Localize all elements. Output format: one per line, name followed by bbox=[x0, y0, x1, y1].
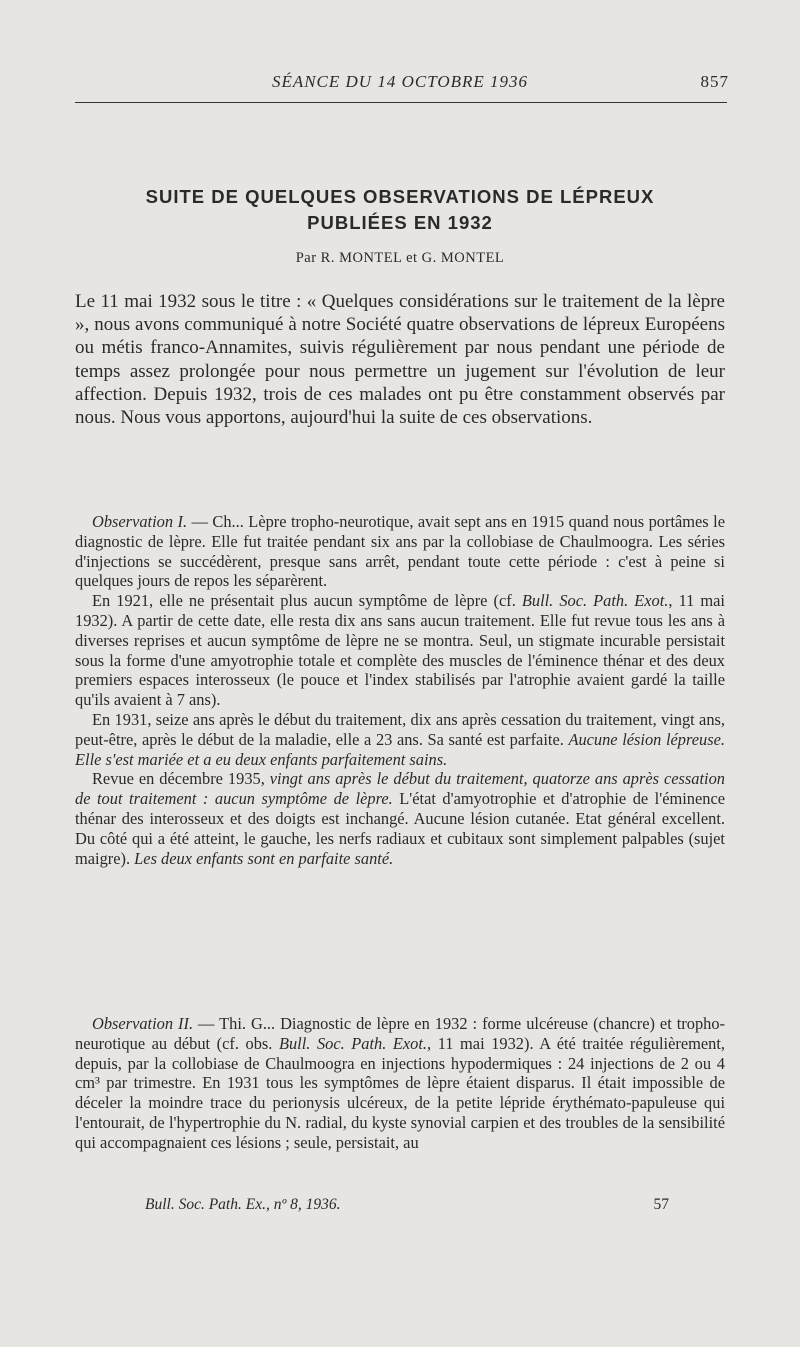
obs2-p1-text-b: , 11 mai 1932). A été traitée régulièrement, depuis, par la collobiase de Chaulmoogra en injections hypodermiques : 24 injections de 2 ou 4 cm³ par trimestre. En 1931 tous les symptômes de lèpre étaient disparus. Il était impossible de déceler la moindre trace du perionysis ulcéreux, de la petite lépride érythémato-papuleuse qui l'entourait, de l'hypertrophie du N. radial, du kyste synovial carpien et des troubles de la sensibilité qui accompagnaient ces lésions ; seule, persistait, au bbox=[75, 1033, 725, 1152]
obs1-paragraph-4 bbox=[75, 769, 725, 868]
obs1-p4-text-a: Revue en décembre 1935, bbox=[92, 769, 270, 789]
obs1-paragraph-1 bbox=[75, 512, 725, 591]
obs2-p1-text-a: — Thi. G... Diagnostic de lèpre en 1932 : forme ulcéreuse (chancre) et tropho-neurotique au début (cf. obs. bbox=[75, 1014, 725, 1053]
obs1-p4-emphasis-2: Les deux enfants sont en parfaite santé. bbox=[134, 848, 394, 868]
obs1-p3-emphasis: Aucune lésion lépreuse. Elle s'est mariée et a eu deux enfants parfaitement sains. bbox=[75, 729, 725, 769]
article-title-line-2: PUBLIÉES EN 1932 bbox=[307, 212, 493, 233]
obs2-heading: Observation II. bbox=[92, 1014, 194, 1033]
footer-journal-citation: Bull. Soc. Path. Ex., nº 8, 1936. bbox=[145, 1196, 341, 1213]
obs1-p2-text-a: En 1921, elle ne présentait plus aucun symptôme de lèpre (cf. bbox=[92, 591, 522, 611]
observation-2 bbox=[75, 1014, 725, 1153]
footer-signature-number: 57 bbox=[653, 1196, 669, 1213]
obs1-p1-text: — Ch... Lèpre tropho-neurotique, avait sept ans en 1915 quand nous portâmes le diagnostic de lèpre. Elle fut traitée pendant six ans par la collobiase de Chaulmoogra. Les séries d'injections se succédèrent, presque sans arrêt, pendant toute cette période : c'est à peine si quelques jours de repos les séparèrent. bbox=[75, 512, 725, 591]
observation-1 bbox=[75, 512, 725, 868]
obs1-heading: Observation I. bbox=[92, 512, 188, 531]
obs1-p4-text-b: L'état d'amyotrophie et d'atrophie de l'éminence thénar des interosseux et des doigts est inchangé. Aucune lésion cutanée. Etat général excellent. Du côté qui a été atteint, le gauche, les nerfs radiaux et cubitaux sont simplement palpables (sujet maigre). bbox=[75, 789, 725, 868]
intro-paragraph: Le 11 mai 1932 sous le titre : « Quelques considérations sur le traitement de la lèpre », nous avons communiqué à notre Société quatre observations de lépreux Européens ou métis franco-Annamites, suivis régulièrement par nous pendant une période de temps assez prolongée pour nous permettre un jugement sur l'évolution de leur affection. Depuis 1932, trois de ces malades ont pu être constamment observés par nous. Nous vous apportons, aujourd'hui la suite de ces observations. bbox=[75, 291, 725, 429]
page-number: 857 bbox=[700, 72, 729, 91]
obs1-p3-text: En 1931, seize ans après le début du traitement, dix ans après cessation du traitement, vingt ans, peut-être, après le début de la maladie, elle a 23 ans. Sa santé est parfaite. bbox=[75, 709, 725, 749]
obs1-p4-emphasis-1: vingt ans après le début du traitement, quatorze ans après cessation de tout traitement : aucun symptôme de lèpre. bbox=[75, 769, 725, 809]
obs1-paragraph-3 bbox=[75, 710, 725, 769]
obs1-paragraph-2 bbox=[75, 591, 725, 710]
running-title: SÉANCE DU 14 OCTOBRE 1936 bbox=[271, 72, 529, 91]
obs1-p2-reference: Bull. Soc. Path. Exot. bbox=[521, 591, 669, 611]
obs2-paragraph-1 bbox=[75, 1014, 725, 1153]
obs1-p2-text-b: , 11 mai 1932). A partir de cette date, elle resta dix ans sans aucun traitement. Elle fut revue tous les ans à diverses reprises et aucun symptôme de lèpre ne se montra. Seul, un stigmate incurable persistait sous la forme d'une amyotrophie totale et complète des muscles de l'éminence thénar et des deux premiers espaces interosseux (le pouce et l'index stabilisés par l'atrophie avaient gardé la taille qu'ils avaient à 7 ans). bbox=[75, 591, 725, 710]
obs2-p1-reference: Bull. Soc. Path. Exot. bbox=[278, 1033, 428, 1053]
header-rule bbox=[75, 102, 727, 103]
article-title-line-1: SUITE DE QUELQUES OBSERVATIONS DE LÉPREUX bbox=[145, 186, 655, 207]
article-authors: Par R. MONTEL et G. MONTEL bbox=[295, 250, 505, 266]
article-title bbox=[75, 184, 725, 236]
